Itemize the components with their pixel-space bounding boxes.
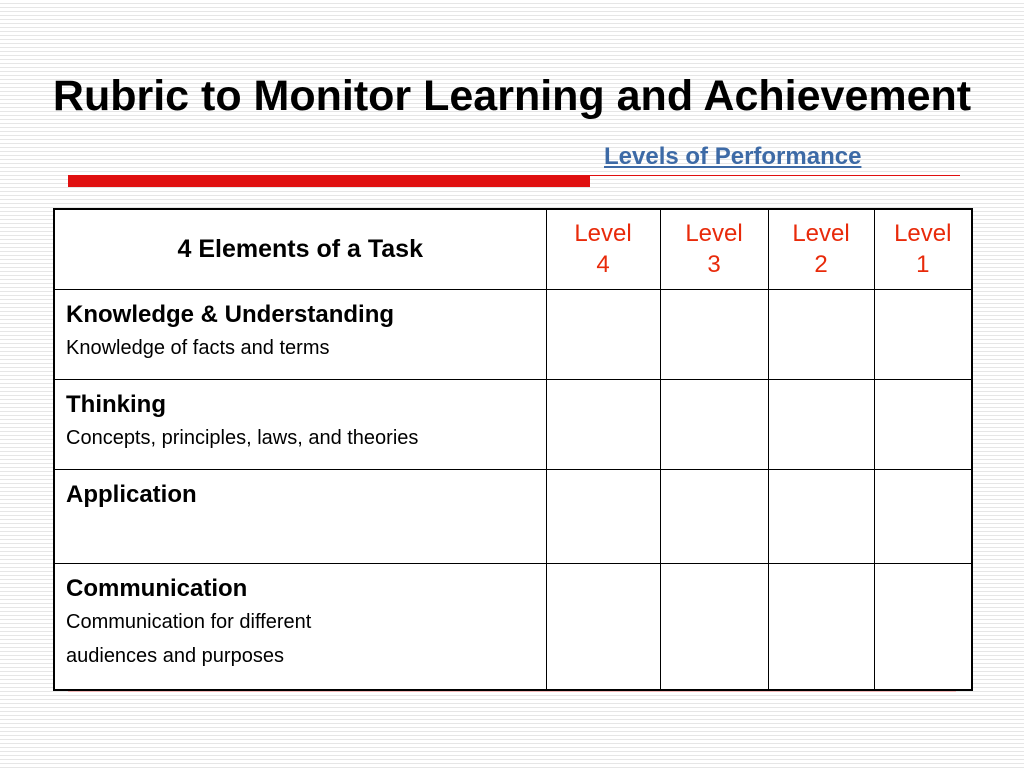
rating-cell	[874, 380, 972, 470]
rating-cell	[546, 290, 660, 380]
element-description: Knowledge of facts and terms	[66, 337, 330, 359]
level-word: Level	[685, 220, 743, 247]
element-title: Knowledge & Understanding	[66, 301, 395, 328]
rating-cell	[660, 470, 768, 564]
level-word: Level	[894, 220, 952, 247]
element-description: Communication for different	[66, 611, 312, 633]
level-3-header	[660, 209, 768, 290]
element-title: Application	[66, 481, 197, 508]
level-number: 3	[707, 251, 721, 278]
rating-cell	[546, 470, 660, 564]
table-header-row	[54, 209, 972, 290]
level-word: Level	[792, 220, 850, 247]
table-row	[54, 380, 972, 470]
rating-cell	[874, 564, 972, 691]
level-1-header	[874, 209, 972, 290]
table-row	[54, 564, 972, 691]
rating-cell	[768, 564, 874, 691]
rating-cell	[768, 470, 874, 564]
accent-line	[590, 175, 960, 176]
rating-cell	[660, 564, 768, 691]
rating-cell	[768, 380, 874, 470]
slide-title: Rubric to Monitor Learning and Achievement	[52, 72, 972, 120]
table-row	[54, 290, 972, 380]
elements-column-header: 4 Elements of a Task	[54, 209, 546, 290]
rating-cell	[546, 380, 660, 470]
table-row	[54, 470, 972, 564]
level-word: Level	[574, 220, 632, 247]
element-cell-knowledge	[54, 290, 546, 380]
rubric-table	[53, 208, 973, 691]
level-4-header	[546, 209, 660, 290]
level-2-header	[768, 209, 874, 290]
element-description: audiences and purposes	[66, 645, 284, 667]
element-title: Thinking	[66, 391, 166, 418]
level-number: 4	[596, 251, 610, 278]
rating-cell	[874, 470, 972, 564]
rating-cell	[768, 290, 874, 380]
rating-cell	[546, 564, 660, 691]
level-number: 2	[814, 251, 828, 278]
levels-of-performance-heading: Levels of Performance	[604, 143, 862, 170]
element-title: Communication	[66, 575, 248, 602]
element-cell-thinking	[54, 380, 546, 470]
element-cell-communication	[54, 564, 546, 691]
level-number: 1	[916, 251, 930, 278]
accent-bar	[68, 175, 590, 187]
bottom-divider	[68, 691, 956, 692]
element-description: Concepts, principles, laws, and theories	[66, 427, 419, 449]
rating-cell	[660, 290, 768, 380]
rating-cell	[660, 380, 768, 470]
element-cell-application	[54, 470, 546, 564]
rating-cell	[874, 290, 972, 380]
